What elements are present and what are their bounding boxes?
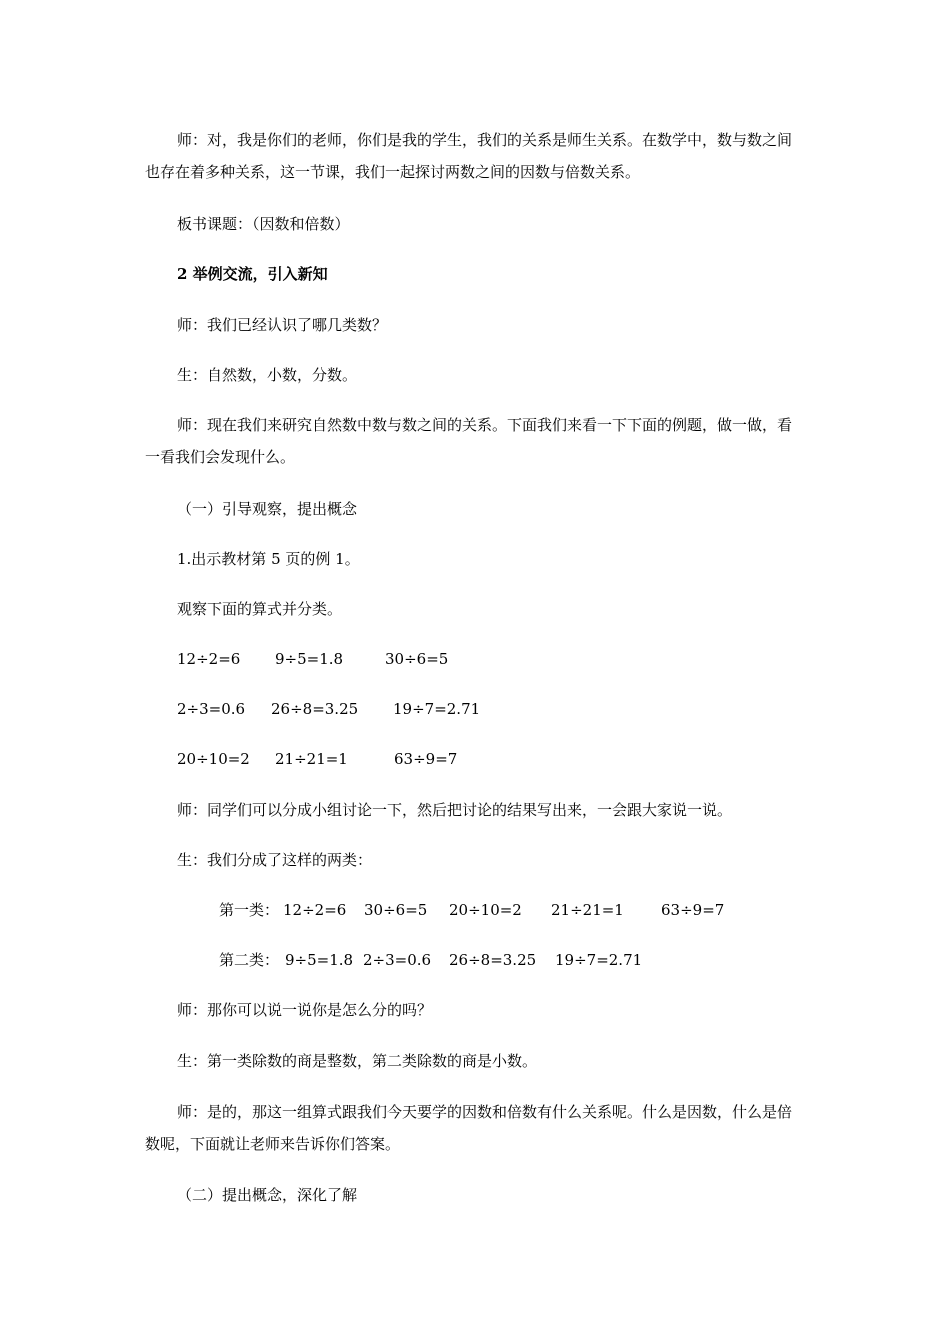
equation: 20÷10=2: [449, 901, 522, 919]
paragraph-teacher-concept: 师：是的，那这一组算式跟我们今天要学的因数和倍数有什么关系呢。什么是因数，什么是倍数呢，下面就让老师来告诉你们答案。: [145, 1103, 793, 1153]
paragraph-board-title: 板书课题：（因数和倍数）: [177, 215, 350, 233]
paragraph-student-answer: 生：自然数，小数，分数。: [177, 366, 358, 384]
paragraph-teacher-discuss: 师：同学们可以分成小组讨论一下，然后把讨论的结果写出来，一会跟大家说一说。: [177, 801, 733, 819]
category-label: 第一类：: [219, 901, 280, 919]
equation: 19÷7=2.71: [393, 700, 481, 718]
equation: 9÷5=1.8: [285, 951, 354, 969]
equation: 2÷3=0.6: [177, 700, 246, 718]
paragraph-teacher-question: 师：我们已经认识了哪几类数？: [177, 316, 388, 334]
paragraph-student-two-classes: 生：我们分成了这样的两类：: [177, 851, 373, 869]
equation: 26÷8=3.25: [271, 700, 359, 718]
category-label: 第二类：: [219, 951, 280, 969]
equation: 63÷9=7: [394, 750, 458, 768]
paragraph-teacher-study: 师：现在我们来研究自然数中数与数之间的关系。下面我们来看一下下面的例题，做一做，看一看我们会发现什么。: [145, 416, 793, 466]
equation: 2÷3=0.6: [363, 951, 432, 969]
equation: 30÷6=5: [364, 901, 428, 919]
paragraph-observe: 观察下面的算式并分类。: [177, 600, 343, 618]
equation: 21÷21=1: [551, 901, 624, 919]
subsection-heading-2: （二）提出概念，深化了解: [177, 1186, 358, 1204]
paragraph-example: 1.出示教材第 5 页的例 1。: [177, 550, 360, 568]
subsection-heading-1: （一）引导观察，提出概念: [177, 500, 358, 518]
paragraph-teacher-intro: 师：对，我是你们的老师，你们是我的学生，我们的关系是师生关系。在数学中，数与数之间也存在着多种关系，这一节课，我们一起探讨两数之间的因数与倍数关系。: [145, 131, 793, 181]
equation: 12÷2=6: [283, 901, 347, 919]
equation: 30÷6=5: [385, 650, 449, 668]
equation: 26÷8=3.25: [449, 951, 537, 969]
paragraph-student-explain: 生：第一类除数的商是整数，第二类除数的商是小数。: [177, 1052, 538, 1070]
equation: 21÷21=1: [275, 750, 348, 768]
equation: 9÷5=1.8: [275, 650, 344, 668]
paragraph-teacher-how: 师：那你可以说一说你是怎么分的吗？: [177, 1001, 433, 1019]
equation: 63÷9=7: [661, 901, 725, 919]
equation: 12÷2=6: [177, 650, 241, 668]
equation: 19÷7=2.71: [555, 951, 643, 969]
section-heading-2: 2 举例交流，引入新知: [177, 265, 328, 283]
equation: 20÷10=2: [177, 750, 250, 768]
